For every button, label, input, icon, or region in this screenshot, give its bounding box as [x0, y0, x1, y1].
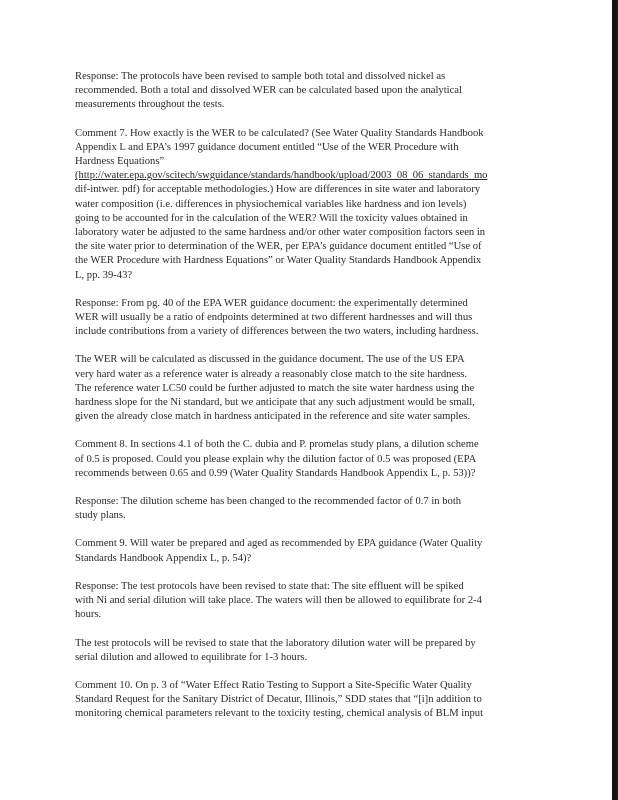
text-line: Response: The protocols have been revised to sample both total and dissolved nickel as	[75, 71, 446, 82]
response-paragraph	[75, 495, 547, 523]
text-line: Standards Handbook Appendix L, p. 54)?	[75, 552, 252, 564]
text-line: study plans.	[75, 510, 126, 522]
text-line: The reference water LC50 could be further adjusted to match the site water hardness using the	[75, 382, 475, 394]
text-line: Comment 8. In sections 4.1 of both the C. dubia and P. promelas study plans, a dilution scheme	[75, 439, 479, 451]
text-line: the WER Procedure with Hardness Equations” or Water Quality Standards Handbook Appendix	[75, 255, 482, 267]
text-line: very hard water as a reference water is already a reasonably close match to the site hardness.	[75, 368, 468, 380]
text-line: Response: The test protocols have been revised to state that: The site effluent will be spiked	[75, 580, 464, 592]
response-paragraph	[75, 70, 547, 113]
text-line: Hardness Equations”	[75, 156, 165, 168]
comment-paragraph	[75, 537, 547, 565]
text-line: Response: From pg. 40 of the EPA WER guidance document: the experimentally determined	[75, 297, 468, 309]
text-line: Response: The dilution scheme has been changed to the recommended factor of 0.7 in both	[75, 496, 462, 508]
comment-paragraph	[75, 127, 547, 283]
response-paragraph	[75, 580, 547, 623]
text-line: measurements throughout the tests.	[75, 99, 225, 111]
text-line: L, pp. 39-43?	[75, 269, 133, 281]
text-line: with Ni and serial dilution will take place. The waters will then be allowed to equilibrate for 2-4	[75, 595, 482, 607]
document-body	[75, 70, 547, 736]
text-line: recommends between 0.65 and 0.99 (Water Quality Standards Handbook Appendix L, p. 53))?	[75, 467, 476, 479]
text-line: Comment 10. On p. 3 of “Water Effect Ratio Testing to Support a Site-Specific Water Quality	[75, 679, 472, 691]
text-line: going to be accounted for in the calculation of the WER? Will the toxicity values obtained in	[75, 212, 468, 224]
text-line: hours.	[75, 609, 102, 621]
text-line: of 0.5 is proposed. Could you please explain why the dilution factor of 0.5 was proposed (EPA	[75, 453, 477, 465]
text-line: Appendix L and EPA’s 1997 guidance document entitled “Use of the WER Procedure with	[75, 141, 459, 153]
text-line: Comment 7. How exactly is the WER to be calculated? (See Water Quality Standards Handbook	[75, 127, 484, 139]
text-line: dif-intwer. pdf) for acceptable methodologies.) How are differences in site water and laboratory	[75, 184, 481, 196]
text-line: monitoring chemical parameters relevant to the toxicity testing, chemical analysis of BLM input	[75, 708, 484, 720]
text-line: The test protocols will be revised to state that the laboratory dilution water will be prepared by	[75, 637, 476, 649]
text-line: include contributions from a variety of differences between the two waters, including hardness.	[75, 326, 479, 338]
text-line: Standard Request for the Sanitary District of Decatur, Illinois,” SDD states that “[i]n addition to	[75, 694, 482, 706]
text-line: WER will usually be a ratio of endpoints determined at two different hardnesses and will thus	[75, 312, 473, 324]
response-paragraph	[75, 297, 547, 340]
comment-paragraph	[75, 679, 547, 722]
text-line: hardness slope for the Ni standard, but we anticipate that any such adjustment would be small,	[75, 397, 475, 409]
url-link-line[interactable]: (http://water.epa.gov/scitech/swguidance/standards/handbook/upload/2003_08_06_standards_mo	[75, 170, 488, 182]
text-line: laboratory water be adjusted to the same hardness and/or other water composition factors seen in	[75, 227, 486, 239]
comment-paragraph	[75, 438, 547, 481]
text-line: Comment 9. Will water be prepared and aged as recommended by EPA guidance (Water Quality	[75, 538, 483, 550]
response-paragraph	[75, 353, 547, 424]
text-line: given the already close match in hardness anticipated in the reference and site water samples.	[75, 411, 471, 423]
response-paragraph	[75, 637, 547, 665]
text-line: serial dilution and allowed to equilibrate for 1-3 hours.	[75, 651, 308, 663]
scan-edge-shadow	[612, 0, 616, 800]
text-line: recommended. Both a total and dissolved WER can be calculated based upon the analytical	[75, 85, 462, 97]
text-line: the site water prior to determination of the WER, per EPA’s guidance document entitled “Use of	[75, 241, 482, 253]
text-line: water composition (i.e. differences in physiochemical variables like hardness and ion levels)	[75, 198, 467, 210]
text-line: The WER will be calculated as discussed in the guidance document. The use of the US EPA	[75, 354, 465, 366]
